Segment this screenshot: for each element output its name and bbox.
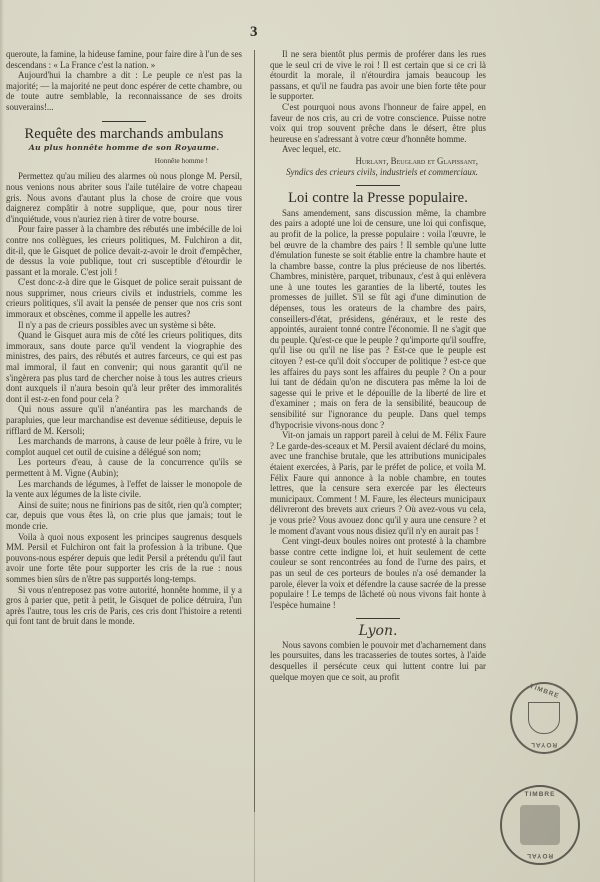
section-rule [102, 121, 146, 122]
article-title-requete: Requête des marchands ambulans [24, 125, 224, 142]
left-column [6, 49, 242, 627]
article-paragraph: Avec lequel, etc. [282, 144, 341, 155]
article-paragraph: Il ne sera bientôt plus permis de proférer dans les rues que le seul cri de vive le roi ! Il est certain que si ce cri là étourdit la morale, il n'étourdira jamais beaucoup les passans, et qu'il ne faudra pas avoir une bien forte tête pour le supporter. [270, 49, 486, 102]
intro-paragraph: Aujourd'hui la chambre a dit : Le peuple ce n'est pas la majorité; — la majorité ne peut donc espérer de cette chambre, ou de toute autre semblable, la reconnaissance de ses droits souverains!... [6, 70, 242, 112]
page-number: 3 [250, 24, 258, 40]
article-paragraph: Les marchands de marrons, à cause de leur poêle à frire, vu le complot auquel cet outil de cuisine a délégué son nom; [6, 436, 242, 457]
article-paragraph: Les marchands de légumes, à l'effet de laisser le monopole de la vente aux légumes de la liste civile. [6, 478, 242, 500]
salutation: Honnête homme ! [154, 155, 208, 165]
page-edge-shadow [0, 0, 4, 882]
article-paragraph: Voila à quoi nous exposent les principes saugrenus desquels MM. Persil et Fulchiron ont fait la profession à la tribune. Que pouvons-nous espérer depuis que ledit Persil a prétendu qu'il faut avoir une forte tête pour supporter les cris de la rue : nous sommes bien sûrs de n'être pas supportés long-temps. [6, 531, 242, 584]
article-paragraph: Nous savons combien le pouvoir met d'acharnement dans les poursuites, dans les tracasseries de toutes sortes, à l'aide desquelles il persécute ceux qui luttent contre lui par quelque moyen que ce soit, au profit [270, 639, 486, 682]
right-column [270, 49, 486, 682]
intro-paragraph: queroute, la famine, la hideuse famine, pour faire dire à l'un de ses descendans : « La France c'est la nation. » [6, 49, 242, 70]
article-paragraph: C'est pourquoi nous avons l'honneur de faire appel, en faveur de nos cris, au cri de votre conscience. Puisse notre voix qui trop souvent prêche dans le désert, être plus heureuse en s'adressant à votre cœur d'honnête homme. [270, 101, 486, 144]
stamp-text-top: TIMBRE [528, 682, 560, 701]
article-paragraph: Permettez qu'au milieu des alarmes où nous plonge M. Persil, nous venions nous abriter sous l'aile tutélaire de votre chapeau gris. Nous avons d'autant plus la chose de croire que vous daignerez compâtir à notre supplique, que, pour nous tirer d'inquiétude, vous n'auriez rien à tirer de votre bourse. [6, 171, 242, 224]
dedication-line: Au plus honnête homme de son Royaume. [28, 143, 220, 153]
stamp-text-top: TIMBRE [524, 791, 556, 798]
column-divider [254, 50, 255, 812]
article-paragraph: Qui nous assure qu'il n'anéantira pas les marchands de parapluies, que leur marchandise est devenue séditieuse, depuis le rifflard de M. Kersoli; [6, 404, 242, 436]
tax-stamp-icon [510, 682, 578, 754]
section-rule [356, 618, 400, 619]
stamp-text-bottom: ROYAL [526, 852, 554, 859]
article-title-loi: Loi contre la Presse populaire. [288, 190, 468, 207]
stamp-text-bottom: ROYAL [530, 741, 558, 748]
stamp-emblem-icon [520, 805, 560, 845]
article-paragraph: Il n'y a pas de crieurs possibles avec un système si bête. [18, 319, 216, 330]
article-title-lyon: Lyon. [358, 623, 398, 640]
article-paragraph: Ainsi de suite; nous ne finirions pas de sitôt, rien qu'à compter; car, depuis que vous êtes là, on crie plus que jamais; tout le monde crie. [6, 499, 242, 531]
article-paragraph: Les porteurs d'eau, à cause de la concurrence qu'ils se permettent à M. Vigne (Aubin); [6, 457, 242, 478]
column-divider-faint [254, 812, 255, 882]
stamp-shield-icon [528, 702, 560, 734]
section-rule [356, 185, 400, 186]
article-paragraph: Cent vingt-deux boules noires ont protesté à la chambre basse contre cette indigne loi, et huit seulement de cette couleur se sont rencontrées au fond de l'urne des pairs, et pas un seul de ces porteurs de boules n'a osé demander la parole, élever la voix et défendre la cause sacrée de la presse populaire ! Le temps de lâcheté où nous vivons fait honte à l'espèce humaine ! [270, 536, 486, 610]
article-paragraph: Pour faire passer à la chambre des rébutés une imbécille de loi contre nos collègues, les crieurs politiques, M. Fulchiron a dit, dit-il, que le Gisquet de police devait-z-avoir le droit d'empêcher, de dessus la voie publique, tout cri susceptible d'étourdir le passant et la morale. C'est joli ! [6, 224, 242, 277]
article-paragraph: C'est donc-z-à dire que le Gisquet de police serait puissant de nous supprimer, nous crieurs civils et industriels, comme les crieurs politiques, s'il avait la pensée de penser que nos cris sont immoraux et obscènes, comme il appelle les autres? [6, 277, 242, 320]
article-paragraph: Si vous n'entreposez pas votre autorité, honnête homme, il y a gros à parier que, petit à petit, le Gisquet de police détruira, l'un après l'autre, tous les cris de Paris, ces cris dont l'histoire a retenti qui font tant de bruit dans le monde. [6, 584, 242, 627]
article-paragraph: Sans amendement, sans discussion même, la chambre des pairs a adopté une loi de censure, une loi qui confisque, au profit de la police, la presse populaire : voila l'œuvre, le bel œuvre de la chambre des pairs ! Il semble qu'une lutte d'émulation funeste se soit établie entre la chambre haute et la chambre basse, contre la plus précieuse de nos libertés. Chambres, ministère, parquet, tribunaux, c'est à qui enlèvera une à une toutes les garanties de la liberté, toutes les promesses de juillet. S'il se fût agi d'une diminution de dépenses, tous les orateurs de la chambre des pairs, conseillers-d'état, présidens, généraux, et le reste des appointés, auraient tonné contre l'économie. Il ne s'agit que du peuple. Qu'est-ce que le peuple ? qu'importe qu'il souffre, qu'il lise ou qu'il ne lise pas ? Est-ce que le peuple est citoyen ? est-ce qu'il doit s'occuper de politique ? est-ce que les affaires du pays sont les affaires du peuple ? On a pour lui tant de dédain qu'on ne discutera pas même la loi de sagesse qui le prive et le dépouille de la liberté de lire et d'examiner ; mais on fera de la sensibilité, beaucoup de sensibilité sur l'ignorance du peuple. Dans quel temps d'hypocrisie vivons-nous donc ? [270, 207, 486, 430]
signatories-title: Syndics des crieurs civils, industriels et commerciaux. [286, 166, 478, 177]
article-paragraph: Quand le Gisquet aura mis de côté les crieurs politiques, dits immoraux, sans doute parce qu'il vendent la viographie des ministres, des pairs, des rébutés et autres farceurs, ce qui est pas mal immoral, il faut en convenir; qui nous garantit qu'il ne s'ingèrera pas plus tard de chercher noise à tous les autres crieurs dont auxquels il n'aura besoin qu'à leur prêter des immoralités dont il est-z-en fond pour cela ? [6, 330, 242, 404]
signatures: Hurlant, Beuglard et Glapissant, [355, 155, 478, 166]
article-paragraph: Vit-on jamais un rapport pareil à celui de M. Félix Faure ? Le garde-des-sceaux et M. Persil avaient déclaré du moins, avec une franchise brutale, que les attributions municipales étaient exercées, à Paris, par le préfet de police, et voila M. Félix Faure qui annonce à la noble chambre, en toutes lettres, que la censure sera exercée par les électeurs municipaux. Comment ! M. Faure, les électeurs municipaux délivreront des brevets aux crieurs ? Où avez-vous vu cela, je vous prie? Vous avouez donc qu'il y aura une censure ? et le moment d'avant vous nous disiez qu'il n'y en aurait pas ! [270, 430, 486, 536]
tax-stamp-icon [500, 785, 580, 865]
